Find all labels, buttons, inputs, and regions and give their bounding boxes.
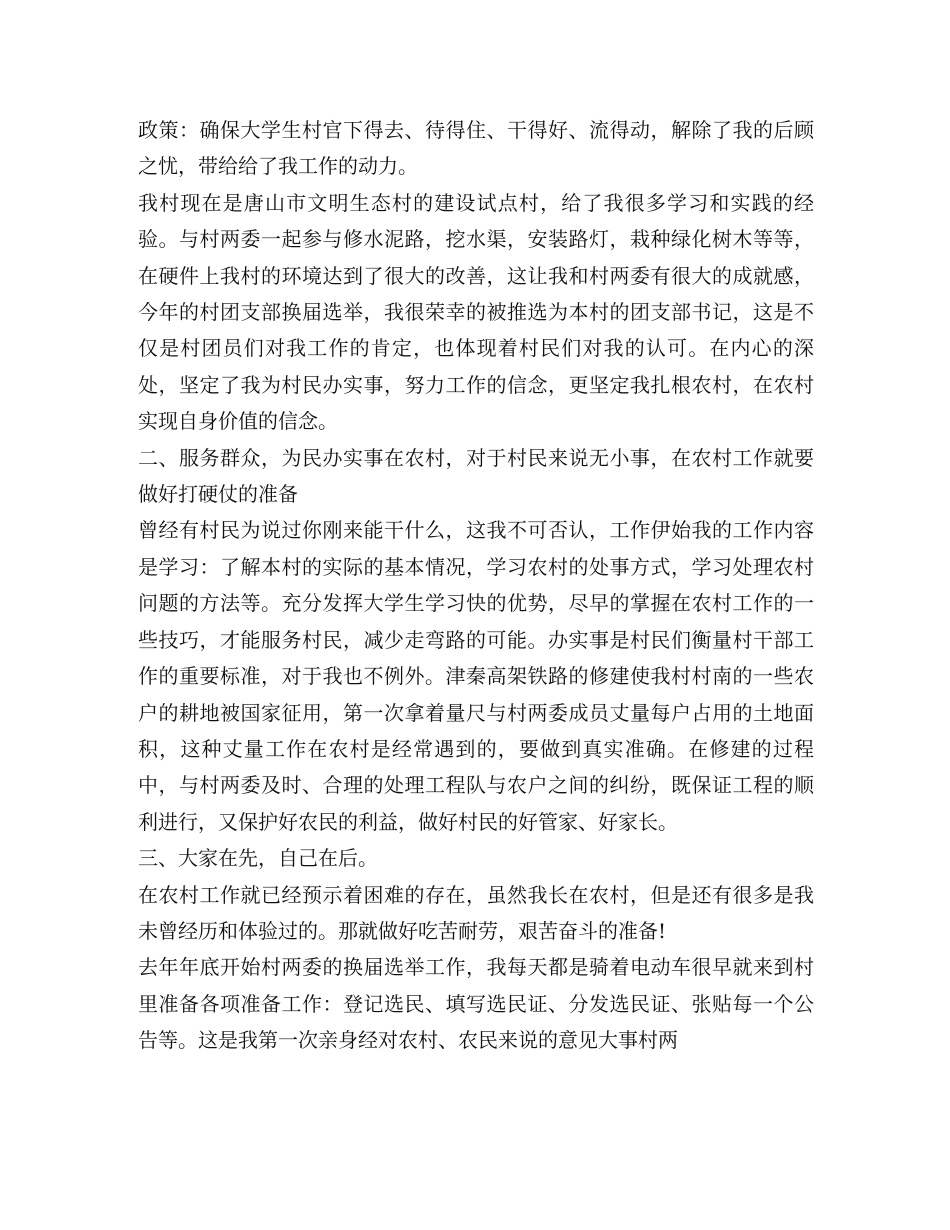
paragraph-serving-villagers: 曾经有村民为说过你刚来能干什么，这我不可否认，工作伊始我的工作内容是学习：了解本村的实际的基本情况，学习农村的处事方式，学习处理农村问题的方法等。充分发挥大学生学习快的优势，尽早的掌握在农村工作的一些技巧，才能服务村民，减少走弯路的可能。办实事是村民们衡量村干部工作的重要标准，对于我也不例外。津秦高架铁路的修建使我村村南的一些农户的耕地被国家征用，第一次拿着量尺与村两委成员丈量每户占用的土地面积，这种丈量工作在农村是经常遇到的，要做到真实准确。在修建的过程中，与村两委及时、合理的处理工程队与农户之间的纠纷，既保证工程的顺利进行，又保护好农民的利益，做好村民的好管家、好家长。 [138, 518, 814, 834]
document-body [138, 112, 814, 1059]
paragraph-hardship: 在农村工作就已经预示着困难的存在，虽然我长在农村，但是还有很多是我未曾经历和体验过的。那就做好吃苦耐劳，艰苦奋斗的准备! [138, 882, 814, 943]
section-heading-two: 二、服务群众，为民办实事在农村，对于村民来说无小事，在农村工作就要做好打硬仗的准备 [138, 445, 814, 507]
section-heading-three: 三、大家在先，自己在后。 [138, 846, 378, 871]
paragraph-election-work: 去年年底开始村两委的换届选举工作，我每天都是骑着电动车很早就来到村里准备各项准备工作：登记选民、填写选民证、分发选民证、张贴每一个公告等。这是我第一次亲身经对农村、农民来说的意见大事村两 [138, 955, 814, 1053]
paragraph-policy: 政策：确保大学生村官下得去、待得住、干得好、流得动，解除了我的后顾之忧，带给给了我工作的动力。 [138, 118, 814, 179]
paragraph-pilot-village: 我村现在是唐山市文明生态村的建设试点村，给了我很多学习和实践的经验。与村两委一起参与修水泥路，挖水渠，安装路灯，栽种绿化树木等等，在硬件上我村的环境达到了很大的改善，这让我和村两委有很大的成就感，今年的村团支部换届选举，我很荣幸的被推选为本村的团支部书记，这是不仅是村团员们对我工作的肯定，也体现着村民们对我的认可。在内心的深处，坚定了我为村民办实事，努力工作的信念，更坚定我扎根农村，在农村实现自身价值的信念。 [138, 190, 814, 434]
